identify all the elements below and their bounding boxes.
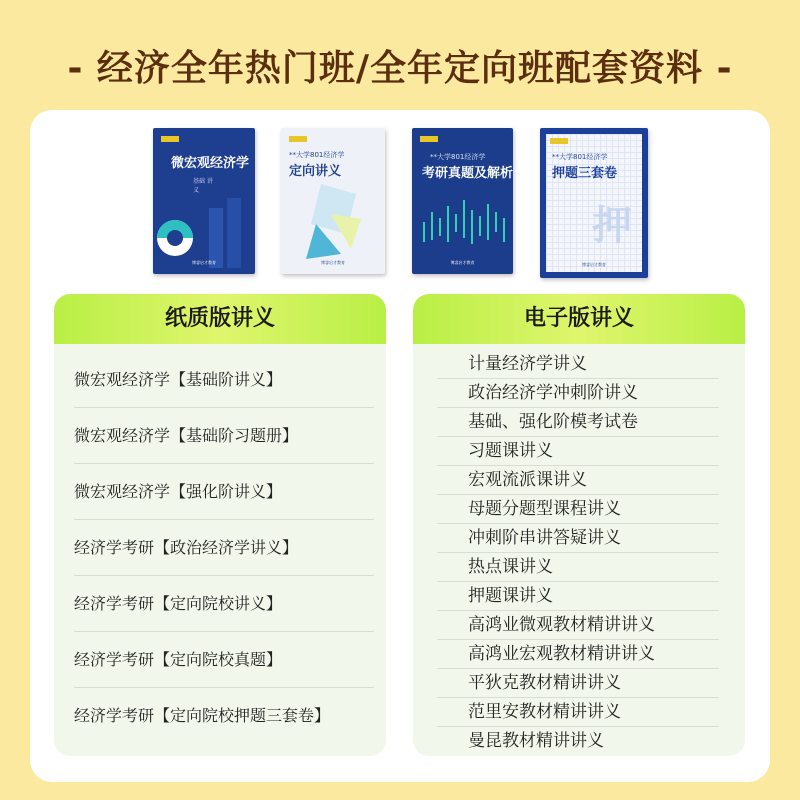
book-publisher: 博睿启才教育 [450, 260, 475, 265]
list-item: 微宏观经济学【强化阶讲义】 [74, 464, 374, 520]
list-item: 政治经济学冲刺阶讲义 [437, 379, 719, 408]
book-cover-micro-macro [153, 128, 255, 274]
list-item: 高鸿业宏观教材精讲讲义 [437, 640, 719, 669]
book-tag [161, 136, 179, 142]
electronic-notes-header: 电子版讲义 [413, 294, 745, 344]
book-title: 微宏观经济学 [171, 156, 250, 171]
list-item: 母题分题型课程讲义 [437, 495, 719, 524]
list-item: 平狄克教材精讲讲义 [437, 669, 719, 698]
book-label: **大学801经济学 [552, 153, 608, 161]
electronic-notes-panel [413, 294, 745, 756]
book-tag [420, 136, 438, 142]
electronic-notes-list [413, 344, 745, 755]
book-title: 定向讲义 [289, 164, 342, 179]
list-item: 基础、强化阶模考试卷 [437, 408, 719, 437]
paper-notes-list [54, 344, 386, 743]
book-cover-mock-papers [540, 128, 648, 278]
book-publisher: 博睿启才教育 [192, 260, 216, 265]
list-item: 计量经济学讲义 [437, 350, 719, 379]
book-art-shapes-icon [301, 184, 371, 264]
content-card [30, 110, 770, 782]
book-label: **大学801经济学 [289, 151, 345, 159]
book-subtitle: 基础 讲义 [193, 178, 213, 194]
list-item: 热点课讲义 [437, 553, 719, 582]
book-cover-past-exams [412, 128, 513, 274]
book-title: 考研真题及解析 [422, 166, 513, 181]
book-watermark: 押 [592, 203, 632, 249]
list-item: 经济学考研【政治经济学讲义】 [74, 520, 374, 576]
list-item: 微宏观经济学【基础阶讲义】 [74, 352, 374, 408]
book-tag [289, 136, 307, 142]
list-item: 习题课讲义 [437, 437, 719, 466]
book-label: **大学801经济学 [430, 153, 486, 161]
list-item: 曼昆教材精讲讲义 [468, 731, 604, 751]
page-title: - 经济全年热门班/全年定向班配套资料 - [67, 48, 733, 89]
book-art-candlestick-icon [418, 192, 508, 252]
list-item: 经济学考研【定向院校真题】 [74, 632, 374, 688]
list-item: 押题课讲义 [437, 582, 719, 611]
paper-notes-panel [54, 294, 386, 756]
list-item: 高鸿业微观教材精讲讲义 [437, 611, 719, 640]
book-tag [550, 138, 568, 144]
book-publisher: 博睿启才教育 [582, 262, 606, 267]
paper-notes-header: 纸质版讲义 [54, 294, 386, 344]
book-publisher: 博睿启才教育 [321, 260, 345, 265]
list-item: 宏观流派课讲义 [437, 466, 719, 495]
list-item: 冲刺阶串讲答疑讲义 [437, 524, 719, 553]
list-item: 经济学考研【定向院校押题三套卷】 [74, 706, 331, 725]
book-title: 押题三套卷 [552, 166, 618, 181]
book-cover-directional-notes [281, 128, 385, 274]
list-item: 经济学考研【定向院校讲义】 [74, 576, 374, 632]
list-item: 微宏观经济学【基础阶习题册】 [74, 408, 374, 464]
list-item: 范里安教材精讲讲义 [437, 698, 719, 727]
